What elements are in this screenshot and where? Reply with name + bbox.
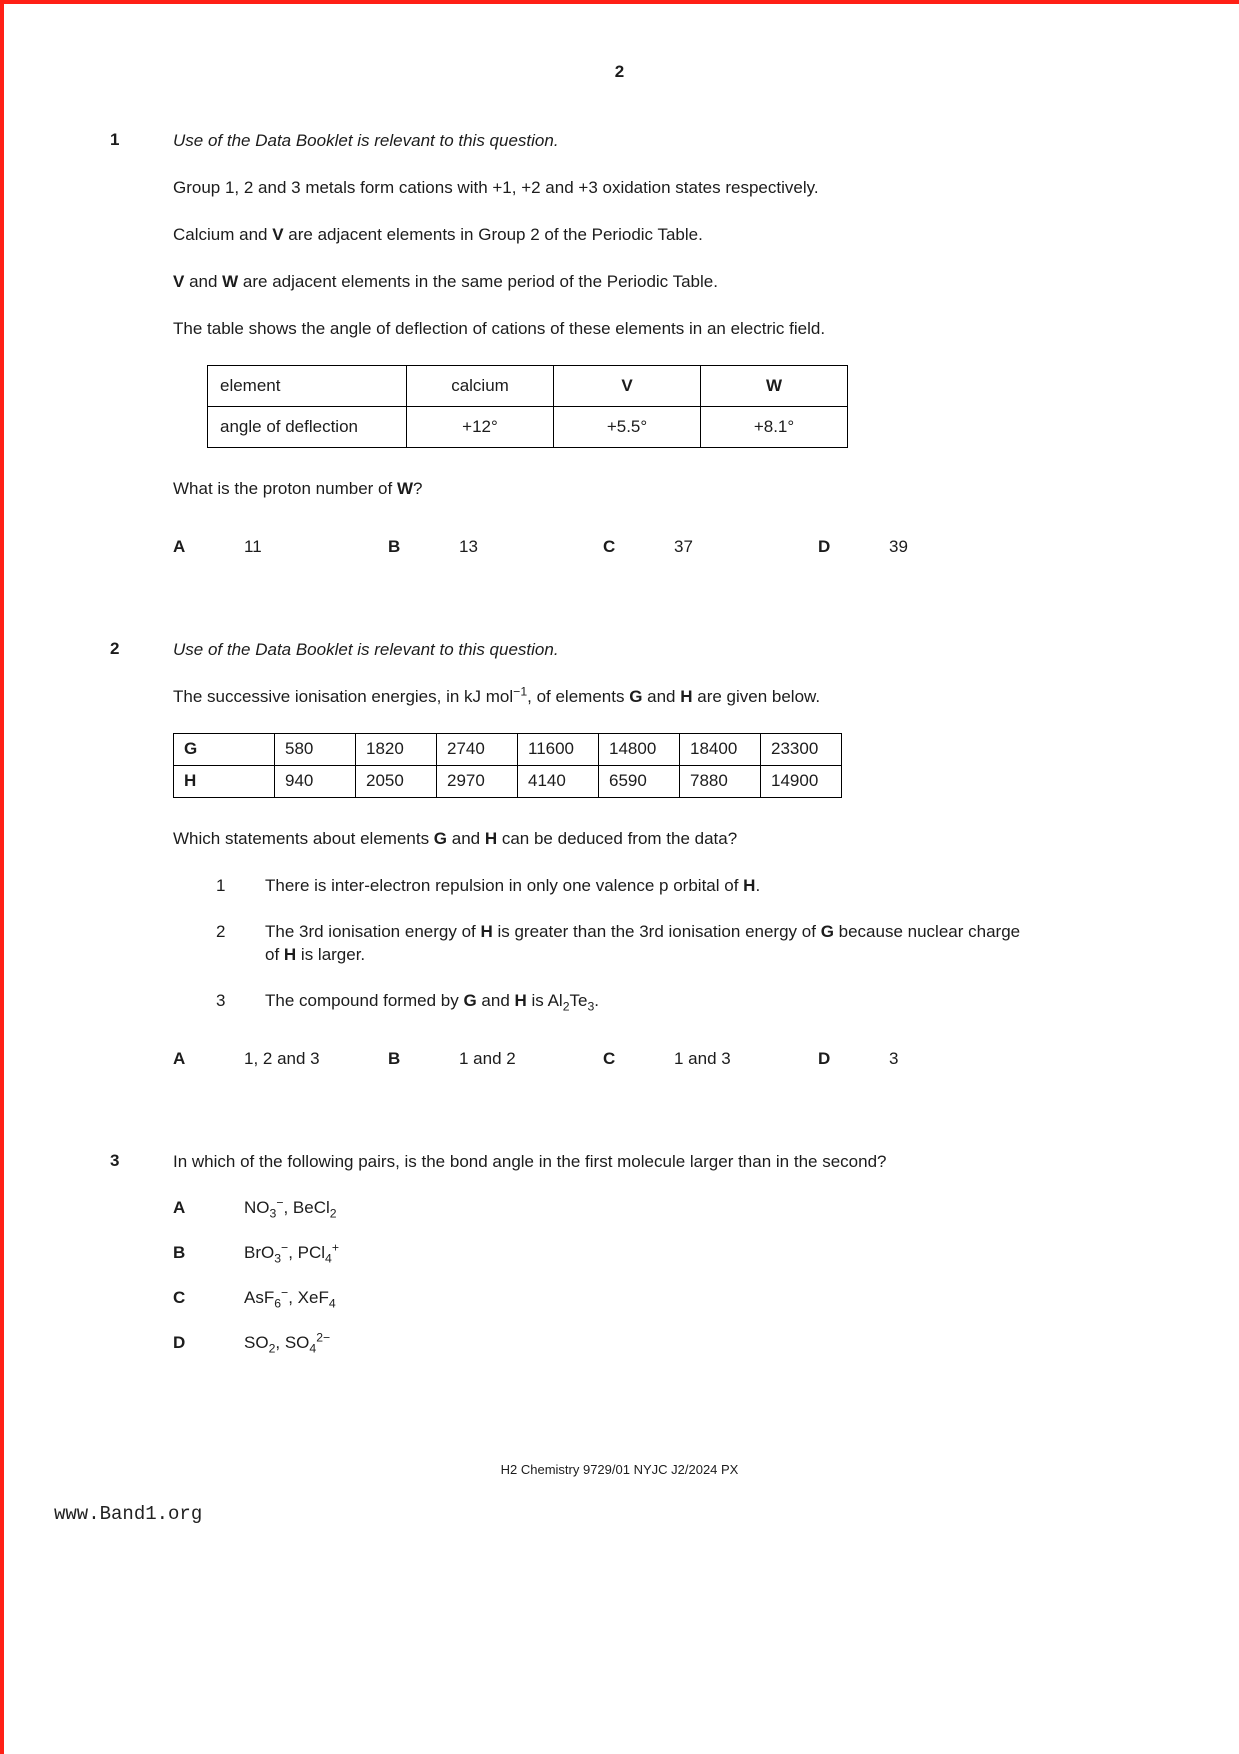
option-formula: $NO_3^-$, BeCl$_2$ <box>244 1195 337 1221</box>
option-letter: D <box>818 536 831 556</box>
table-cell: 2740 <box>437 733 518 765</box>
question-paragraph: V and W are adjacent elements in the same period of the Periodic Table. <box>173 272 718 292</box>
table-cell: +8.1° <box>701 407 848 448</box>
question-paragraph: The table shows the angle of deflection of cations of these elements in an electric field. <box>173 319 826 339</box>
table-cell: W <box>701 366 848 407</box>
option-b <box>388 1049 603 1069</box>
option-d <box>818 537 1033 557</box>
option-c <box>173 1285 1129 1311</box>
data-booklet-note: Use of the Data Booklet is relevant to this question. <box>173 131 559 150</box>
table-row <box>174 733 842 765</box>
option-c <box>603 1049 818 1069</box>
question-number: 2 <box>110 638 120 658</box>
table-cell: 14800 <box>599 733 680 765</box>
table-cell: G <box>174 733 275 765</box>
option-a <box>173 537 388 557</box>
deflection-table <box>207 365 848 448</box>
table-cell: 14900 <box>761 765 842 797</box>
question-2 <box>110 639 1129 1069</box>
statement-text: The compound formed by G and H is $Al_2Te_3$. <box>265 991 600 1014</box>
option-b <box>388 537 603 557</box>
question-paragraph: The successive ionisation energies, in kJ mol$^{-1}$, of elements G and H are given below. <box>173 684 821 706</box>
table-cell: 7880 <box>680 765 761 797</box>
option-formula: $SO_2$, $SO_4^{2-}$ <box>244 1330 331 1356</box>
table-cell: H <box>174 765 275 797</box>
option-letter: D <box>818 1048 831 1068</box>
table-cell: 2050 <box>356 765 437 797</box>
statement-text: The 3rd ionisation energy of H is greater than the 3rd ionisation energy of G because nuclear charge of H is larger. <box>265 922 1021 964</box>
option-letter: A <box>173 1048 186 1068</box>
option-letter: C <box>173 1287 186 1307</box>
option-value: 13 <box>459 536 478 556</box>
question-stem: In which of the following pairs, is the bond angle in the first molecule larger than in the second? <box>173 1151 887 1171</box>
option-letter: C <box>603 536 616 556</box>
red-border-left <box>0 0 4 1754</box>
page-number: 2 <box>614 62 625 81</box>
statement-number: 3 <box>216 991 226 1011</box>
option-letter: B <box>388 1048 401 1068</box>
option-a <box>173 1195 1129 1221</box>
site-watermark: www.Band1.org <box>54 1503 203 1525</box>
table-cell: 11600 <box>518 733 599 765</box>
option-a <box>173 1049 388 1069</box>
table-row <box>174 765 842 797</box>
table-row <box>208 407 848 448</box>
option-letter: D <box>173 1332 186 1352</box>
question-body <box>173 1151 1129 1378</box>
answer-options <box>173 537 1129 557</box>
option-value: 37 <box>674 536 693 556</box>
question-number: 1 <box>110 130 120 149</box>
statement-1 <box>173 875 1129 897</box>
question-body <box>173 639 1129 1069</box>
question-stem: What is the proton number of W? <box>173 479 423 499</box>
table-cell: 4140 <box>518 765 599 797</box>
table-cell: 18400 <box>680 733 761 765</box>
statement-number: 1 <box>216 875 226 895</box>
question-stem: Which statements about elements G and H can be deduced from the data? <box>173 828 738 848</box>
option-letter: B <box>173 1242 186 1262</box>
statement-2 <box>173 921 1129 966</box>
option-formula: AsF$_6$−, XeF$_4$ <box>244 1285 336 1311</box>
option-value: 3 <box>889 1048 899 1068</box>
question-number: 3 <box>110 1150 120 1170</box>
option-d <box>173 1330 1129 1356</box>
table-cell: element <box>208 366 407 407</box>
option-letter: B <box>388 536 401 556</box>
red-border-top <box>0 0 1239 4</box>
table-cell: +5.5° <box>554 407 701 448</box>
option-letter: C <box>603 1048 616 1068</box>
table-cell: 940 <box>275 765 356 797</box>
table-cell: 580 <box>275 733 356 765</box>
table-cell: 23300 <box>761 733 842 765</box>
table-cell: 1820 <box>356 733 437 765</box>
option-formula: BrO$_3$−, PCl$_4$+ <box>244 1240 340 1266</box>
question-3 <box>110 1151 1129 1378</box>
option-c <box>603 537 818 557</box>
table-cell: V <box>554 366 701 407</box>
option-value: 39 <box>889 536 908 556</box>
statement-3 <box>173 990 1129 1012</box>
option-value: 1 and 2 <box>459 1048 516 1068</box>
question-paragraph: Group 1, 2 and 3 metals form cations with +1, +2 and +3 oxidation states respectively. <box>173 178 819 198</box>
table-cell: angle of deflection <box>208 407 407 448</box>
data-booklet-note: Use of the Data Booklet is relevant to this question. <box>173 639 559 659</box>
option-value: 1 and 3 <box>674 1048 731 1068</box>
question-paragraph: Calcium and V are adjacent elements in Group 2 of the Periodic Table. <box>173 225 703 245</box>
question-1 <box>110 130 1129 557</box>
statement-number: 2 <box>216 922 226 942</box>
option-letter: A <box>173 1197 186 1217</box>
ionisation-energy-table <box>173 733 842 798</box>
table-cell: +12° <box>407 407 554 448</box>
answer-options <box>173 1049 1129 1069</box>
table-cell: 6590 <box>599 765 680 797</box>
option-letter: A <box>173 536 186 556</box>
table-row <box>208 366 848 407</box>
option-b <box>173 1240 1129 1266</box>
statement-text: There is inter-electron repulsion in only one valence p orbital of H. <box>265 875 761 895</box>
option-value: 1, 2 and 3 <box>244 1048 320 1068</box>
table-cell: calcium <box>407 366 554 407</box>
option-d <box>818 1049 1033 1069</box>
question-body <box>173 130 1129 557</box>
option-value: 11 <box>244 536 262 556</box>
paper-footer: H2 Chemistry 9729/01 NYJC J2/2024 PX <box>500 1462 739 1477</box>
table-cell: 2970 <box>437 765 518 797</box>
